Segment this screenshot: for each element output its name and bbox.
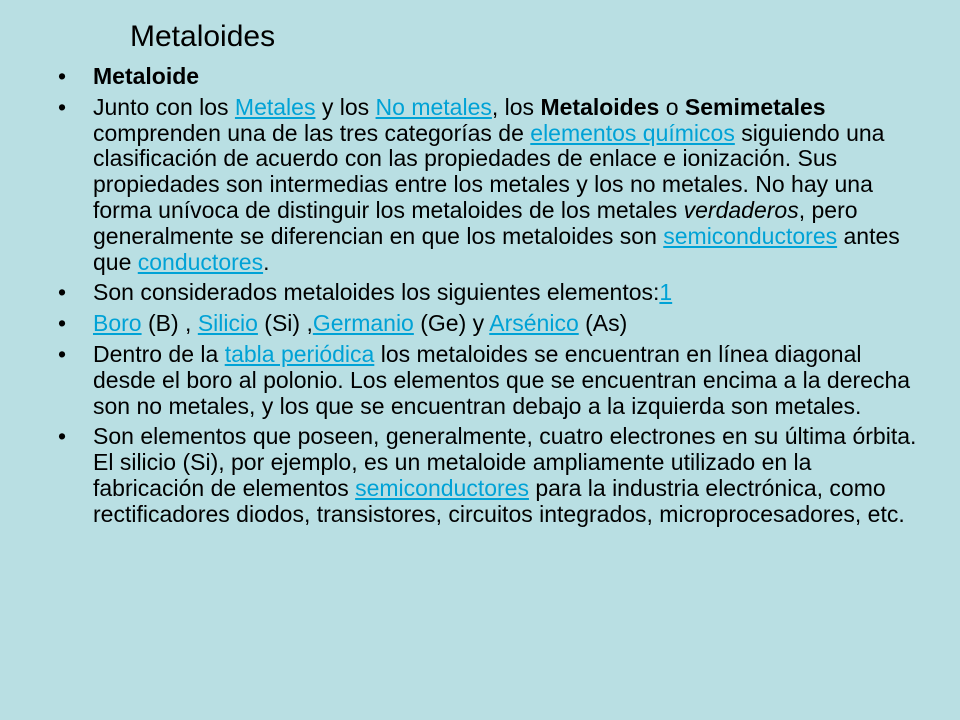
text-segment: (As) [578,310,628,337]
bold-term-semimetales: Semimetales [684,93,826,120]
bold-term-metaloides: Metaloides [540,93,660,120]
bullet-icon: • [58,63,67,89]
link-no-metales[interactable]: No metales [375,93,492,120]
link-metales[interactable]: Metales [234,93,316,120]
bullet-item-definition [0,95,960,276]
bullet-icon: • [58,279,67,306]
bullet-icon: • [58,340,67,367]
text-segment: Dentro de la [93,340,225,367]
link-tabla-periodica[interactable]: tabla periódica [224,340,375,367]
text-segment: Junto con los [93,93,235,120]
text-segment: Son elementos que poseen, generalmente, cuatro electrones en su última órbita. El silicio (Si), por ejemplo, es un metaloide ampliamente utilizado en la fabricación de elementos [93,423,917,501]
link-germanio[interactable]: Germanio [312,310,414,337]
link-elementos-quimicos[interactable]: elementos químicos [530,119,735,146]
italic-term-verdaderos: verdaderos [683,196,799,223]
text-segment: (Si) , [257,310,313,337]
link-boro[interactable]: Boro [93,310,142,337]
bullet-icon: • [58,423,67,450]
text-segment: Son considerados metaloides los siguientes elementos: [93,279,660,306]
text-segment: y los [315,93,376,120]
bullet-list [0,64,960,533]
text-segment: , los [491,93,541,120]
link-reference-1[interactable]: 1 [659,279,673,306]
link-semiconductores[interactable]: semiconductores [663,222,838,249]
text-segment: siguiendo una clasificación de acuerdo con las propiedades de enlace e ionización. Sus propiedades son intermedias entre los metales y los no metales. No hay una forma unívoca de distinguir los metaloides de los metales [93,119,885,223]
text-segment: los metaloides se encuentran en línea diagonal desde el boro al polonio. Los elementos que se encuentran encima a la derecha son no metales, y los que se encuentran debajo a la izquierda son metales. [93,340,911,419]
text-segment: , pero generalmente se diferencian en que los metaloides son [93,196,858,249]
bullet-item-metaloide [0,64,960,90]
text-segment: . [263,248,270,275]
bullet-heading: Metaloide [93,63,200,89]
bullet-icon: • [58,310,67,337]
text-segment: antes que [93,222,900,275]
text-segment: comprenden una de las tres categorías de [93,119,531,146]
link-semiconductores-2[interactable]: semiconductores [355,474,529,501]
link-conductores[interactable]: conductores [137,248,264,275]
bullet-item-considered [0,280,960,306]
link-arsenico[interactable]: Arsénico [489,310,579,337]
text-segment: (B) , [141,310,198,337]
text-segment: para la industria electrónica, como rectificadores diodos, transistores, circuitos integrados, microprocesadores, etc. [93,474,905,527]
bullet-item-elements [0,311,960,337]
bullet-item-periodic-table [0,342,960,419]
link-silicio[interactable]: Silicio [197,310,258,337]
slide-title: Metaloides [130,20,276,53]
bullet-icon: • [58,93,67,120]
bullet-item-electrons [0,424,960,527]
text-segment: (Ge) y [413,310,490,337]
text-segment: o [659,93,685,120]
